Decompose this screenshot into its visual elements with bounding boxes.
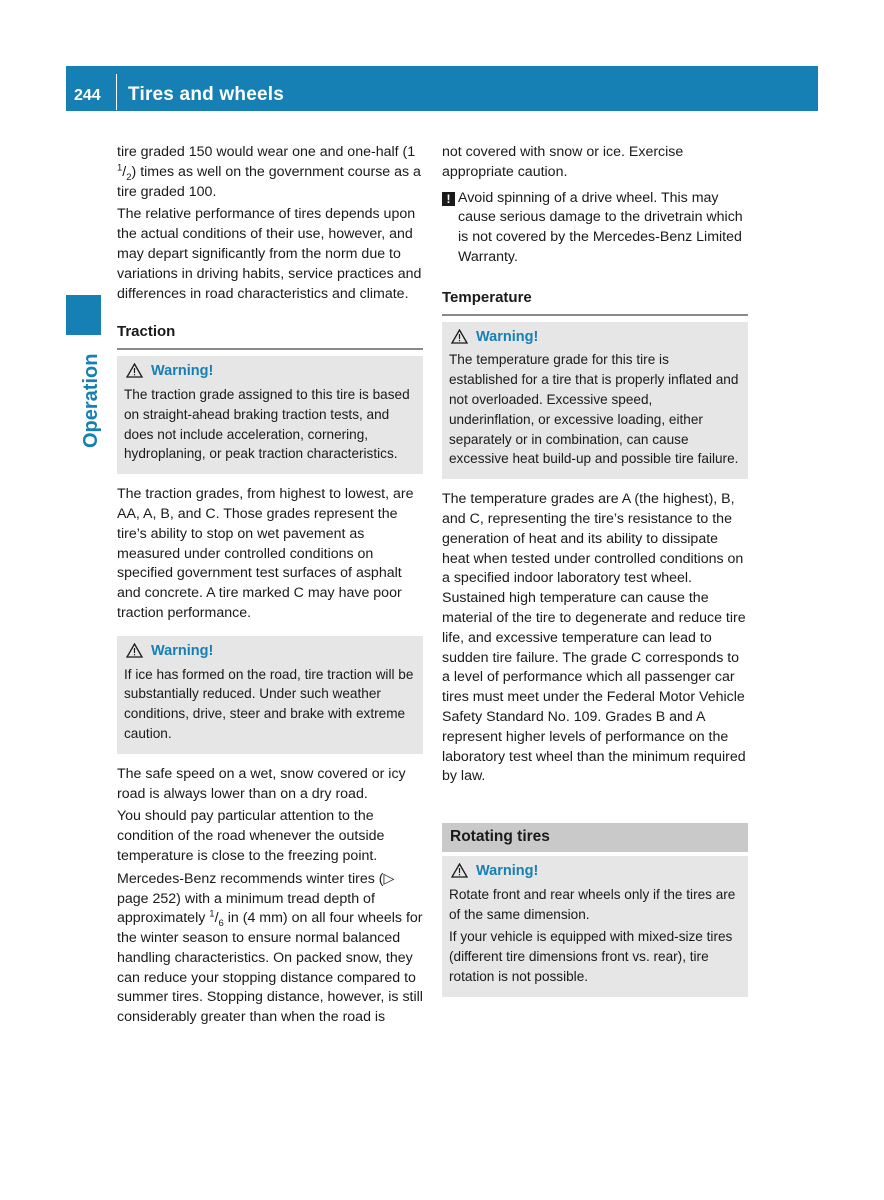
section-heading-rotating-tires: Rotating tires <box>442 823 748 852</box>
page-header <box>66 66 818 111</box>
paragraph: The temperature grades are A (the highest), B, and C, representing the tire’s resistance to the generation of heat and its ability to dissipate heat when tested under controlled conditions on a specified indoor laboratory test wheel. Sustained high temperature can cause the material of the tire to degenerate and reduce tire life, and excessive temperature can lead to sudden tire failure. The grade C corresponds to a level of performance which all passenger car tires must meet under the Federal Motor Vehicle Safety Standard No. 109. Grades B and A represent higher levels of performance on the laboratory test wheel than the minimum required by law. <box>442 491 746 785</box>
page-reference-link: page 252) with a minimum tread depth of approximately <box>117 890 375 927</box>
paragraph: Mercedes-Benz recommends winter tires (▷ page 252) with a minimum tread depth of approximately $^1/_6$ in (4 mm) on all four wheels for the winter season to ensure normal balanced handling characteristics. On packed snow, they can reduce your stopping distance compared to summer tires. Stopping distance, however, is still considerably greater than when the road is <box>117 870 423 1026</box>
warning-title: Warning! <box>449 862 741 882</box>
left-column <box>117 143 423 1031</box>
paragraph: The safe speed on a wet, snow covered or icy road is always lower than on a dry road. <box>117 765 406 802</box>
paragraph: not covered with snow or ice. Exercise appropriate caution. <box>442 144 684 180</box>
warning-text: The temperature grade for this tire is established for a tire that is properly inflated and not overloaded. Excessive speed, underinflation, or excessive loading, either separately or in combination, can cause excessive heat build-up and possible tire failure. <box>449 352 739 467</box>
note-text: Avoid spinning of a drive wheel. This may cause serious damage to the drivetrain which is not covered by the Mercedes-Benz Limited Warranty. <box>458 189 743 265</box>
warning-text: If your vehicle is equipped with mixed-size tires (different tire dimensions front vs. rear), tire rotation is not possible. <box>449 929 733 984</box>
warning-box <box>442 322 748 480</box>
paragraph: The traction grades, from highest to lowest, are AA, A, B, and C. Those grades represent the tire’s ability to stop on wet pavement as measured under controlled conditions on specified government test surfaces of asphalt and concrete. A tire marked C may have poor traction performance. <box>117 486 414 621</box>
warning-text: If ice has formed on the road, tire traction will be substantially reduced. Under such weather conditions, drive, steer and brake with extreme caution. <box>124 666 414 741</box>
section-heading-temperature: Temperature <box>442 288 748 316</box>
page-number: 244 <box>74 87 101 104</box>
warning-triangle-icon <box>451 329 468 344</box>
side-tab-marker <box>66 295 101 335</box>
warning-box <box>442 856 748 997</box>
warning-triangle-icon <box>126 643 143 658</box>
paragraph: tire graded 150 would wear one and one-half (1 $^1/_2$) times as well on the government course as a tire graded 100. <box>117 144 421 200</box>
warning-box <box>117 356 423 474</box>
section-heading-traction: Traction <box>117 322 423 350</box>
page-reference-arrow-icon: ▷ <box>383 870 395 887</box>
warning-title: Warning! <box>124 362 416 382</box>
warning-text: The traction grade assigned to this tire is based on straight-ahead braking traction tests, and does not include acceleration, cornering, hydroplaning, or peak traction characteristics. <box>124 386 410 462</box>
exclamation-icon: ! <box>442 192 455 206</box>
warning-triangle-icon <box>126 363 143 378</box>
warning-box <box>117 636 423 754</box>
side-tab-label: Operation <box>80 353 102 448</box>
warning-text: Rotate front and rear wheels only if the tires are of the same dimension. <box>449 886 736 922</box>
page-title: Tires and wheels <box>128 84 284 105</box>
paragraph: The relative performance of tires depends upon the actual conditions of their use, however, and may depart significantly from the norm due to variations in driving habits, service practices and differences in road characteristics and climate. <box>117 206 422 302</box>
damage-note <box>442 189 748 268</box>
warning-triangle-icon <box>451 863 468 878</box>
warning-title: Warning! <box>124 642 416 662</box>
warning-title: Warning! <box>449 328 741 348</box>
paragraph: You should pay particular attention to the condition of the road whenever the outside temperature is close to the freezing point. <box>117 808 385 864</box>
right-column <box>442 143 748 1008</box>
header-divider <box>116 74 117 110</box>
